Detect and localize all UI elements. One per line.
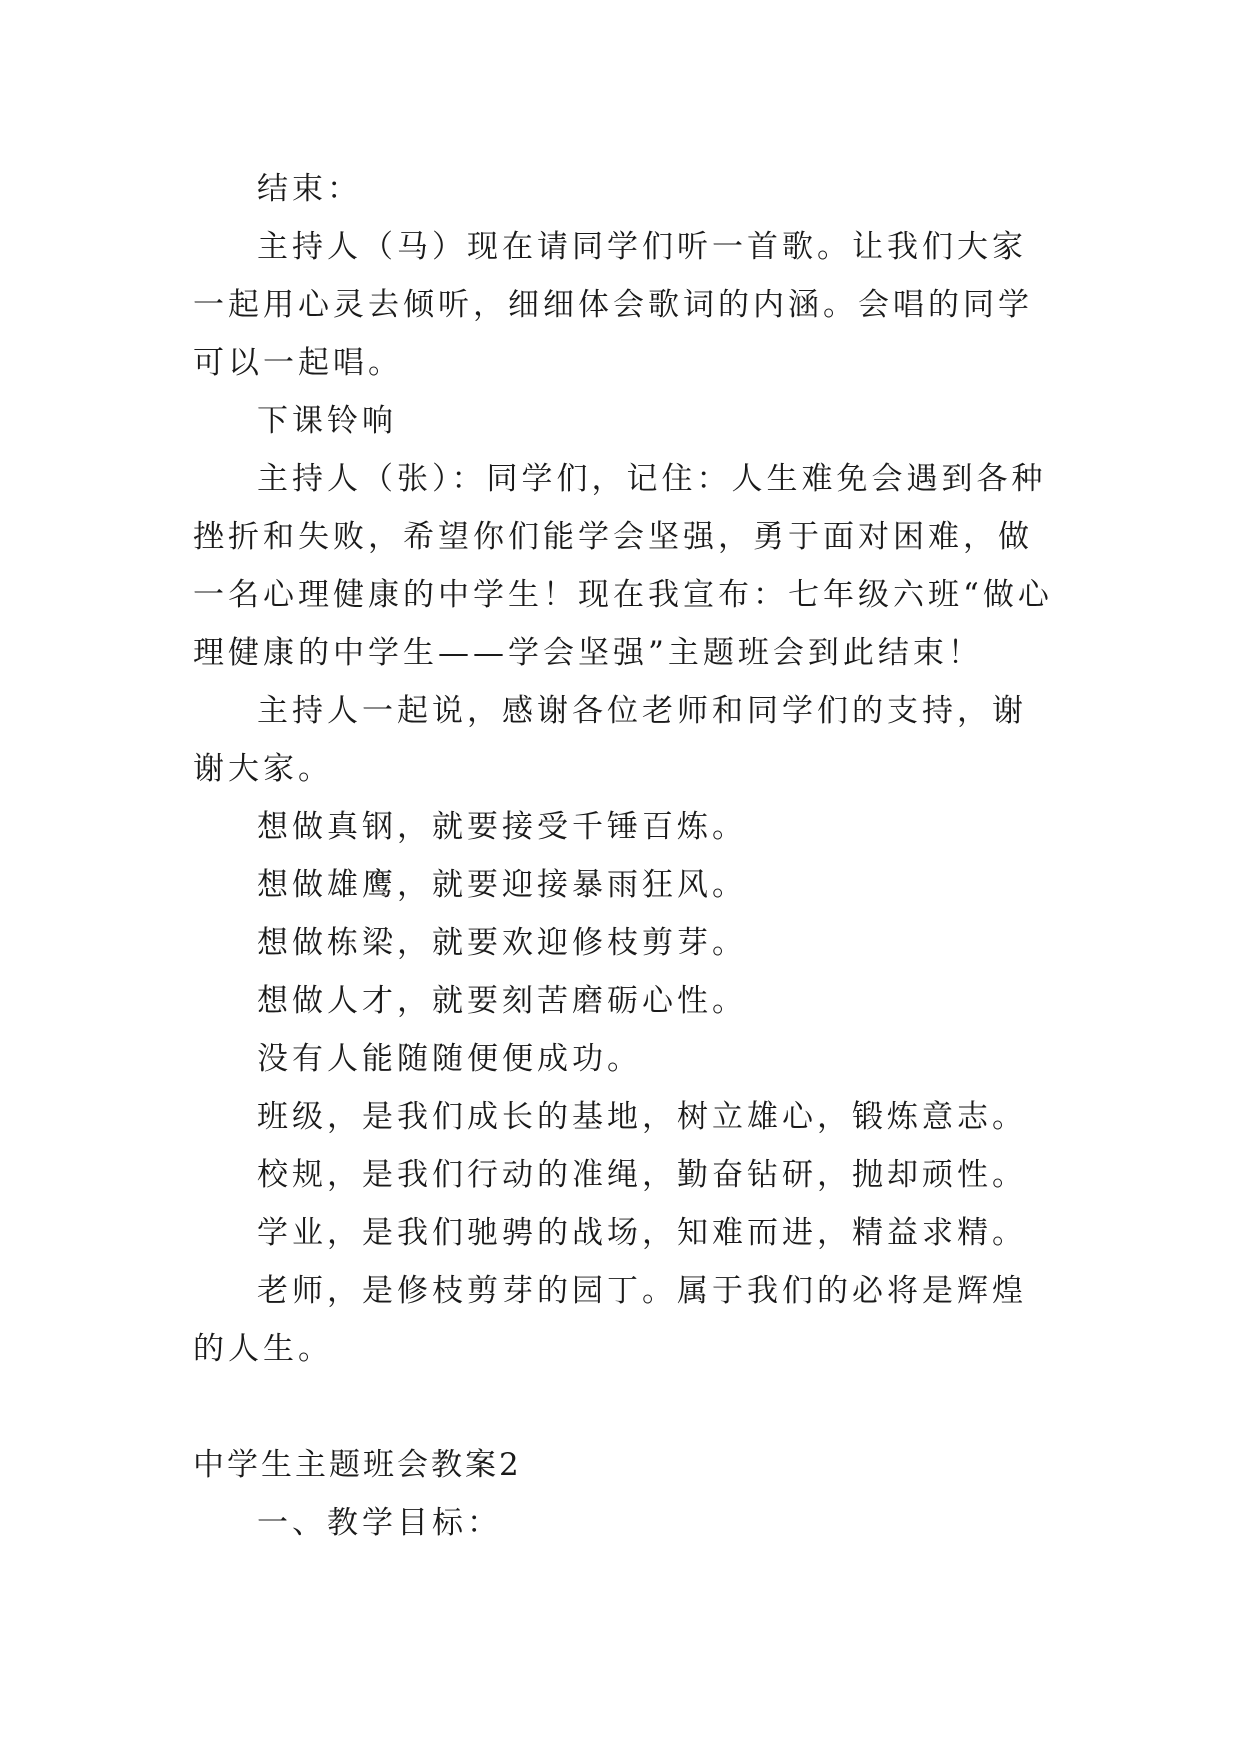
paragraph-verse-pillar: 想做栋梁，就要欢迎修枝剪芽。 bbox=[257, 925, 747, 961]
section-title: 中学生主题班会教案2 bbox=[193, 1447, 522, 1483]
section-first-item: 一、教学目标： bbox=[257, 1505, 502, 1541]
paragraph-verse-eagle: 想做雄鹰，就要迎接暴雨狂风。 bbox=[257, 867, 747, 903]
paragraph-studies: 学业，是我们驰骋的战场，知难而进，精益求精。 bbox=[257, 1215, 1027, 1251]
paragraph-verse-success: 没有人能随随便便成功。 bbox=[257, 1041, 642, 1077]
paragraph-verse-steel: 想做真钢，就要接受千锤百炼。 bbox=[257, 809, 747, 845]
section-gap bbox=[193, 1378, 1053, 1436]
paragraph-hosts-together: 主持人一起说，感谢各位老师和同学们的支持，谢谢大家。 bbox=[193, 693, 1027, 787]
paragraph-host-ma: 主持人（马）现在请同学们听一首歌。让我们大家一起用心灵去倾听，细细体会歌词的内涵。会唱的同学可以一起唱。 bbox=[193, 229, 1033, 381]
paragraph-bell: 下课铃响 bbox=[257, 403, 397, 439]
paragraph-rules: 校规，是我们行动的准绳，勤奋钻研，抛却顽性。 bbox=[257, 1157, 1027, 1193]
paragraph-verse-talent: 想做人才，就要刻苦磨砺心性。 bbox=[257, 983, 747, 1019]
paragraph-teachers: 老师，是修枝剪芽的园丁。属于我们的必将是辉煌的人生。 bbox=[193, 1273, 1027, 1367]
document-body bbox=[193, 160, 1053, 1552]
paragraph-class: 班级，是我们成长的基地，树立雄心，锻炼意志。 bbox=[257, 1099, 1027, 1135]
paragraph-host-zhang: 主持人（张）：同学们，记住：人生难免会遇到各种挫折和失败，希望你们能学会坚强，勇于面对困难，做一名心理健康的中学生！现在我宣布：七年级六班“做心理健康的中学生——学会坚强”主题班会到此结束！ bbox=[193, 461, 1053, 671]
paragraph-ending-heading: 结束： bbox=[257, 171, 362, 207]
